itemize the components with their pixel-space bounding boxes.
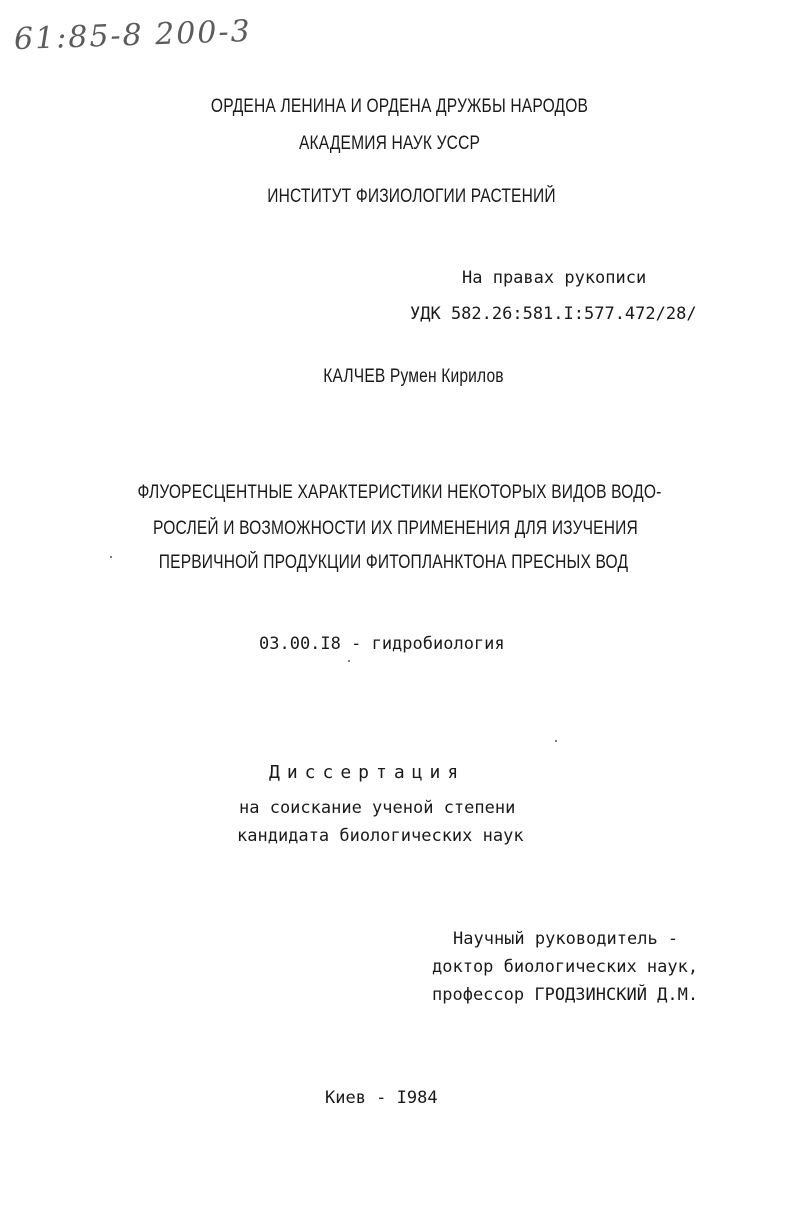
org-line-1: ОРДЕНА ЛЕНИНА И ОРДЕНА ДРУЖБЫ НАРОДОВ — [210, 96, 589, 117]
title-line-2: РОСЛЕЙ И ВОЗМОЖНОСТИ ИХ ПРИМЕНЕНИЯ ДЛЯ ИЗУЧЕНИЯ — [153, 518, 638, 539]
scan-speck — [110, 556, 112, 558]
degree-line-2: кандидата биологических наук — [237, 826, 524, 846]
degree-type: Диссертация — [269, 762, 466, 783]
institute-name: ИНСТИТУТ ФИЗИОЛОГИИ РАСТЕНИЙ — [267, 186, 556, 207]
supervisor-line-1: Научный руководитель - — [453, 929, 679, 949]
supervisor-line-2: доктор биологических наук, — [432, 957, 699, 977]
scan-speck — [348, 660, 350, 662]
supervisor-line-3: профессор ГРОДЗИНСКИЙ Д.М. — [432, 985, 699, 1005]
title-line-1: ФЛУОРЕСЦЕНТНЫЕ ХАРАКТЕРИСТИКИ НЕКОТОРЫХ ВИДОВ ВОДО- — [137, 482, 662, 503]
title-line-3: ПЕРВИЧНОЙ ПРОДУКЦИИ ФИТОПЛАНКТОНА ПРЕСНЫХ ВОД — [158, 552, 629, 573]
rights-line: На правах рукописи — [462, 268, 647, 288]
place-year: Киев - I984 — [325, 1088, 438, 1108]
archive-mark: 61:85-8 200-3 — [13, 13, 253, 58]
author-name: КАЛЧЕВ Румен Кирилов — [323, 366, 504, 387]
udk-code: УДК 582.26:581.I:577.472/28/ — [410, 304, 697, 324]
degree-line-1: на соискание ученой степени — [239, 798, 516, 818]
scan-speck — [555, 740, 557, 742]
specialty: 03.00.I8 - гидробиология — [259, 634, 505, 654]
org-line-2: АКАДЕМИЯ НАУК УССР — [298, 133, 481, 154]
